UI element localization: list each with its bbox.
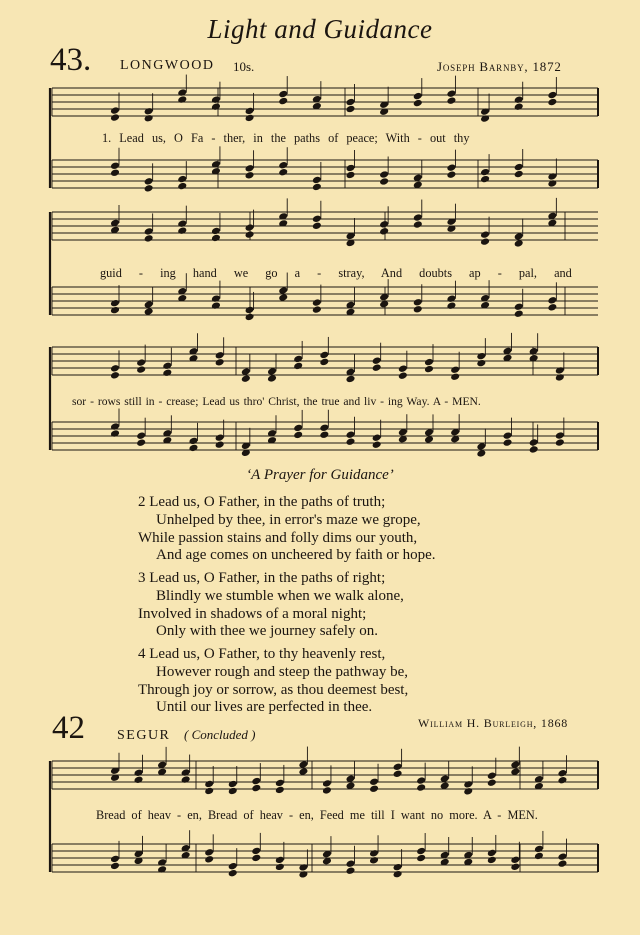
verse-line: 2 Lead us, O Father, in the paths of truth;: [138, 494, 386, 510]
composer-credit: Joseph Barnby, 1872: [437, 59, 562, 74]
verse-line: Until our lives are perfected in thee.: [156, 699, 373, 716]
verse-line: And age comes on uncheered by faith or hope.: [156, 547, 436, 564]
verse-line: Involved in shadows of a moral night;: [138, 605, 367, 622]
meter: 10s.: [233, 59, 255, 74]
page-title: Light and Guidance: [207, 14, 433, 44]
verse-line: Unhelped by thee, in error's maze we grope,: [156, 511, 421, 528]
tune-name: LONGWOOD: [120, 58, 215, 73]
concluded-note: ( Concluded ): [184, 727, 256, 742]
lyric-line-3: sor - rows still in - crease; Lead us thro' Christ, the true and liv - ing Way. A - MEN.: [72, 395, 481, 408]
verse-line: However rough and steep the pathway be,: [156, 663, 408, 680]
verse-4: [138, 646, 408, 717]
hymn-number-42: 42: [52, 710, 85, 746]
hymn-number: 43.: [50, 42, 92, 78]
verse-line: Only with thee we journey safely on.: [156, 623, 379, 640]
tune-name-42: SEGUR: [117, 728, 171, 743]
verse-3: [138, 570, 404, 641]
verse-line: Through joy or sorrow, as thou deemest best,: [138, 681, 409, 698]
lyric-line-1: 1. Lead us, O Fa - ther, in the paths of peace; With - out thy: [102, 131, 470, 145]
verse-2: [138, 494, 436, 565]
verse-line: 4 Lead us, O Father, to thy heavenly rest,: [138, 646, 386, 662]
verse-line: 3 Lead us, O Father, in the paths of right;: [138, 570, 386, 586]
lyric-line-42: Bread of heav - en, Bread of heav - en, Feed me till I want no more. A - MEN.: [96, 808, 538, 822]
lyric-line-2: guid - ing hand we go a - stray, And doubts ap - pal, and: [100, 266, 572, 280]
author-credit: William H. Burleigh, 1868: [418, 716, 569, 730]
verse-line: Blindly we stumble when we walk alone,: [156, 587, 404, 604]
verse-line: While passion stains and folly dims our youth,: [138, 529, 418, 546]
verse-subtitle: ‘A Prayer for Guidance’: [246, 467, 394, 483]
